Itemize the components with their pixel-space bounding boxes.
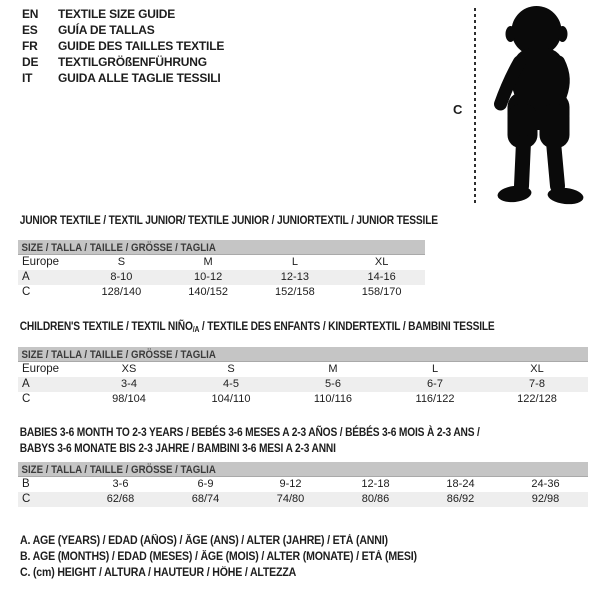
table-cell: 18-24 xyxy=(446,478,475,490)
table-cell: 4-5 xyxy=(223,378,239,390)
table-row xyxy=(18,285,425,300)
table-cell: 104/110 xyxy=(211,393,251,405)
table-cell: 24-36 xyxy=(531,478,560,490)
size-header-bar xyxy=(18,347,588,362)
table-cell: 110/116 xyxy=(313,393,353,405)
table-row xyxy=(18,477,588,492)
height-dotted-line xyxy=(474,8,476,206)
junior-table-title: JUNIOR TEXTILE / TEXTIL JUNIOR/ TEXTILE JUNIOR / JUNIORTEXTIL / JUNIOR TESSILE xyxy=(19,213,438,227)
table-cell: 3-6 xyxy=(112,478,129,490)
language-guide-title: TEXTILGRÖßENFÜHRUNG xyxy=(58,55,207,69)
size-header-label: SIZE / TALLA / TAILLE / GRÖSSE / TAGLIA xyxy=(21,349,216,361)
language-code: IT xyxy=(22,71,33,85)
language-row xyxy=(22,6,224,22)
table-cell: L xyxy=(431,363,439,375)
note-height-cm: C. (cm) HEIGHT / ALTURA / HAUTEUR / HÖHE / ALTEZZA xyxy=(20,567,297,579)
table-cell: 62/68 xyxy=(106,493,135,505)
table-cell: 98/104 xyxy=(112,393,146,405)
babies-table-title-line1: BABIES 3-6 MONTH TO 2-3 YEARS / BEBÉS 3-6 MESES A 2-3 AÑOS / BÉBÉS 3-6 MOIS À 2-3 ANS / xyxy=(19,425,480,439)
table-row xyxy=(18,270,425,285)
table-cell: 152/158 xyxy=(274,286,315,298)
table-cell: 116/122 xyxy=(415,393,455,405)
row-label: A xyxy=(22,271,30,283)
table-cell: 5-6 xyxy=(325,378,341,390)
table-cell: 86/92 xyxy=(446,493,475,505)
table-cell: 3-4 xyxy=(121,378,137,390)
row-label: C xyxy=(22,286,31,298)
language-code: DE xyxy=(22,55,39,69)
size-header-label: SIZE / TALLA / TAILLE / GRÖSSE / TAGLIA xyxy=(21,464,216,476)
children-title-pre: CHILDREN'S TEXTILE / TEXTIL NIÑO xyxy=(19,319,193,333)
babies-table xyxy=(18,477,588,507)
table-cell: M xyxy=(203,256,213,268)
table-cell: S xyxy=(227,363,235,375)
language-row xyxy=(22,22,224,38)
table-cell: 7-8 xyxy=(529,378,545,390)
table-row xyxy=(18,362,588,377)
language-row xyxy=(22,38,224,54)
children-table-title xyxy=(18,319,503,333)
table-cell: M xyxy=(328,363,338,375)
table-cell: 74/80 xyxy=(276,493,305,505)
language-code: ES xyxy=(22,23,38,37)
language-code: FR xyxy=(22,39,38,53)
children-title-post: / TEXTILE DES ENFANTS / KINDERTEXTIL / BAMBINI TESSILE xyxy=(199,319,495,333)
table-cell: 92/98 xyxy=(531,493,560,505)
table-cell: 14-16 xyxy=(367,271,396,283)
table-row xyxy=(18,392,588,407)
children-table xyxy=(18,362,588,407)
table-cell: 6-9 xyxy=(197,478,214,490)
table-cell: S xyxy=(117,256,126,268)
table-cell: 128/140 xyxy=(101,286,142,298)
table-cell: XL xyxy=(374,256,389,268)
junior-textile-section xyxy=(18,213,438,300)
table-cell: 68/74 xyxy=(191,493,220,505)
language-title-list xyxy=(22,6,224,86)
table-cell: XL xyxy=(530,363,544,375)
table-cell: 140/152 xyxy=(188,286,228,298)
row-label: C xyxy=(22,393,31,405)
height-label: C xyxy=(453,102,463,117)
junior-table xyxy=(18,255,425,300)
legend-notes xyxy=(20,533,451,581)
table-cell: 6-7 xyxy=(427,378,443,390)
table-cell: XS xyxy=(121,363,137,375)
language-row xyxy=(22,70,224,86)
language-guide-title: GUÍA DE TALLAS xyxy=(58,23,155,37)
note-age-years: A. AGE (YEARS) / EDAD (AÑOS) / ÂGE (ANS) / ALTER (JAHRE) / ETÀ (ANNI) xyxy=(20,535,388,547)
table-cell: 12-13 xyxy=(280,271,309,283)
language-guide-title: GUIDA ALLE TAGLIE TESSILI xyxy=(58,71,221,85)
baby-silhouette-icon xyxy=(480,4,598,209)
size-header-label: SIZE / TALLA / TAILLE / GRÖSSE / TAGLIA xyxy=(21,242,216,254)
children-textile-section xyxy=(18,319,588,407)
table-row xyxy=(18,255,425,270)
size-header-bar xyxy=(18,240,425,255)
table-cell: 80/86 xyxy=(361,493,390,505)
table-cell: 122/128 xyxy=(517,393,557,405)
row-label: B xyxy=(22,478,30,490)
row-label: Europe xyxy=(22,363,60,375)
table-row xyxy=(18,377,588,392)
row-label: C xyxy=(22,493,31,505)
children-title-subscript: /A xyxy=(192,325,200,334)
babies-table-title-line2: BABYS 3-6 MONATE BIS 2-3 JAHRE / BAMBINI 3-6 MESI A 2-3 ANNI xyxy=(19,441,336,455)
language-row xyxy=(22,54,224,70)
row-label: A xyxy=(22,378,30,390)
babies-textile-section xyxy=(18,424,588,507)
language-guide-title: TEXTILE SIZE GUIDE xyxy=(58,7,176,21)
note-age-months: B. AGE (MONTHS) / EDAD (MESES) / ÂGE (MOIS) / ALTER (MONATE) / ETÀ (MESI) xyxy=(20,551,417,563)
table-cell: L xyxy=(291,256,298,268)
language-code: EN xyxy=(22,7,39,21)
row-label: Europe xyxy=(22,256,60,268)
size-header-bar xyxy=(18,462,588,477)
table-row xyxy=(18,492,588,507)
table-cell: 10-12 xyxy=(194,271,223,283)
table-cell: 12-18 xyxy=(361,478,390,490)
table-cell: 158/170 xyxy=(361,286,402,298)
table-cell: 9-12 xyxy=(279,478,302,490)
table-cell: 8-10 xyxy=(110,271,133,283)
language-guide-title: GUIDE DES TAILLES TEXTILE xyxy=(58,39,225,53)
